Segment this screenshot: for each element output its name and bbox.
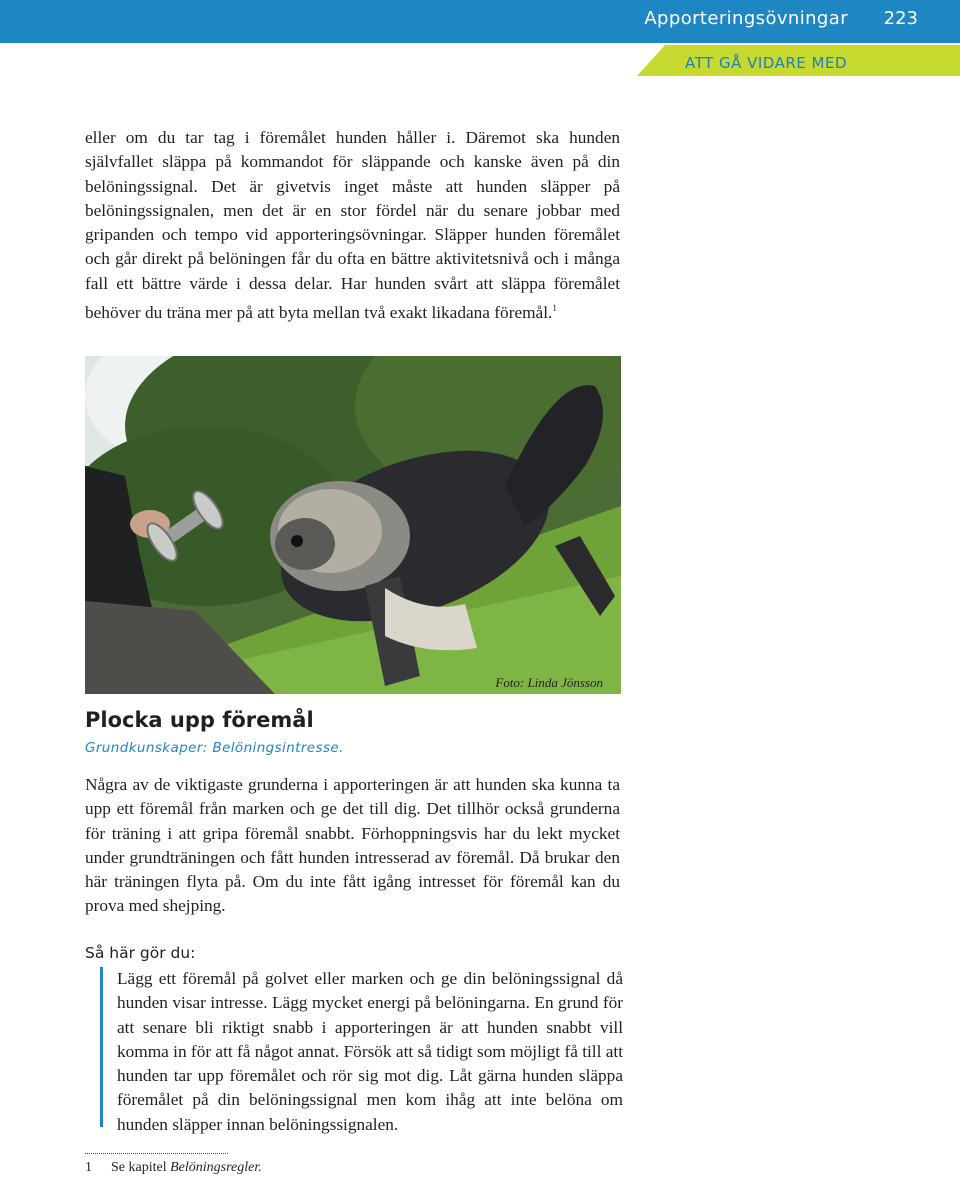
dog-photo (85, 356, 621, 694)
footnote-reference: 1 (552, 303, 557, 314)
footnote-divider (85, 1153, 228, 1154)
instruction-text: Lägg ett föremål på golvet eller marken och ge din belöningssignal då hunden visar intresse. Lägg mycket energi på belöningarna. En grund för att senare bli riktigt snabb i apporteringen är att hunden snabbt vill komma in för att få något annat. Försök att så tidigt som möjligt få till att hunden tar upp föremålet och rör sig mot dig. Låt gärna hunden släppa föremålet på din belöningssignal men kom ihåg att inte belöna om hunden släpper innan belöningssignalen. (117, 969, 623, 1134)
footnote-text: Se kapitel (111, 1160, 171, 1175)
section-subtitle: Grundkunskaper: Belöningsintresse. (85, 740, 344, 756)
intro-paragraph (85, 126, 620, 325)
howto-heading: Så här gör du: (85, 944, 196, 962)
intro-text: eller om du tar tag i föremålet hunden håller i. Däremot ska hunden självfallet släppa på kommandot för släppande och kanske även på din belöningssignal. Det är givetvis inget måste att hunden släpper på belöningssignalen, men det är en stor fördel när du senare jobbar med gripanden och tempo vid apporteringsövningar. Släpper hunden föremålet och går direkt på belöningen får du ofta en bättre aktivitetsnivå och i många fall ett bättre värde i dessa delar. Har hunden svårt att släppa föremålet behöver du träna mer på att byta mellan två exakt likadana föremål. (85, 128, 620, 323)
footnote-number: 1 (85, 1160, 92, 1175)
chapter-title: Apporteringsövningar (644, 8, 848, 29)
instruction-box (100, 967, 623, 1134)
page-number: 223 (883, 8, 918, 29)
section-label: ATT GÅ VIDARE MED (685, 54, 847, 72)
section-title: Plocka upp föremål (85, 708, 314, 732)
footnote-chapter-title: Belöningsregler. (170, 1160, 262, 1175)
section-paragraph: Några av de viktigaste grunderna i apporteringen är att hunden ska kunna ta upp ett föremål från marken och ge det till dig. Det tillhör också grunderna för träning i att gripa föremål snabbt. Förhoppningsvis har du lekt mycket under grundträningen och fått hunden intresserad av föremål. Då brukar den här träningen flyta på. Om du inte fått igång intresset för föremål kan du prova med shejping. (85, 775, 620, 916)
photo-credit: Foto: Linda Jönsson (495, 675, 603, 690)
footnote (85, 1160, 262, 1176)
